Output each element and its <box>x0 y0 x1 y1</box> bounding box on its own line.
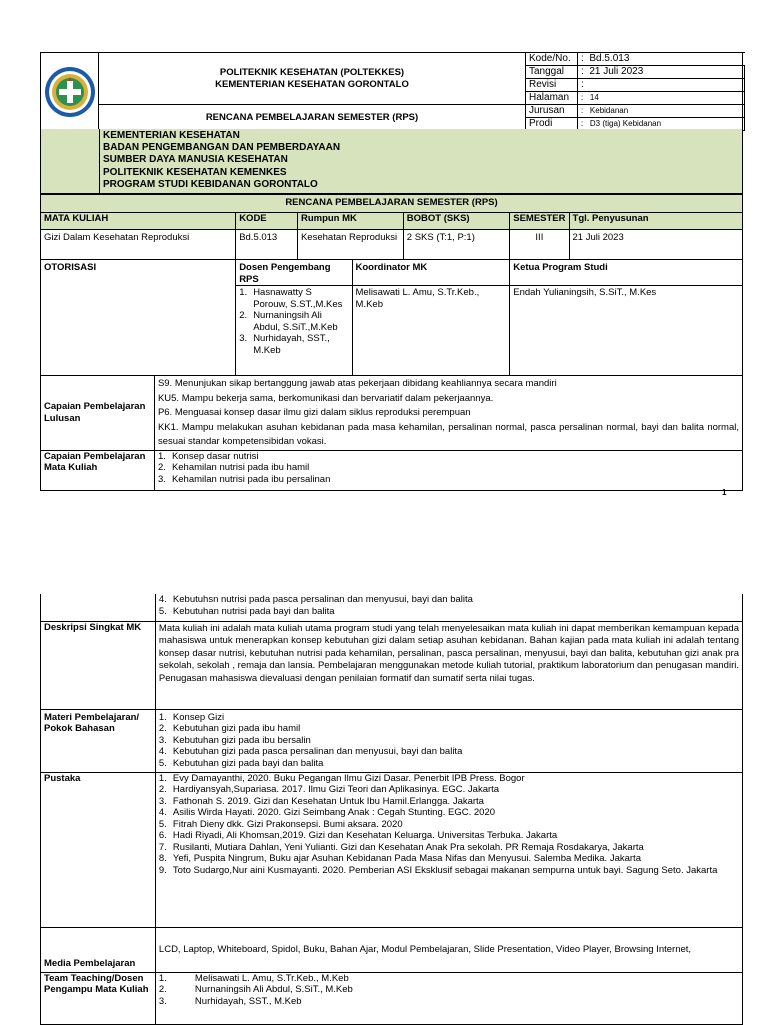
cpmk-label: Capaian Pembelajaran Mata Kuliah <box>41 450 155 490</box>
list-item: 7. Rusilanti, Mutiara Dahlan, Yeni Yulianti. Gizi dan Kesehatan Anak Pra sekolah. PR Remaja Rosdakarya, Jakarta <box>158 841 644 853</box>
koordinator-header: Koordinator MK <box>352 260 510 286</box>
list-item: 2. Hardiyansyah,Supariasa. 2017. Ilmu Gizi Teori dan Aplikasinya. EGC. Jakarta <box>158 784 500 795</box>
team-label: Team Teaching/Dosen Pengampu Mata Kuliah <box>41 972 156 1024</box>
list-item: 5. Fitrah Dieny dkk. Gizi Prakonsepsi. Bumi aksara. 2020 <box>158 818 403 830</box>
doc-title: RENCANA PEMBELAJARAN SEMESTER (RPS) <box>205 112 419 123</box>
list-item: 3. Nurhidayah, SST., M.Keb <box>239 333 330 356</box>
meta-label: Revisi <box>526 79 578 92</box>
cpmk-cont-label <box>41 594 156 621</box>
logo-cell <box>41 53 99 130</box>
dosen-header: Dosen Pengembang RPS <box>236 260 352 286</box>
org-line: KEMENTERIAN KESEHATAN <box>103 130 240 141</box>
cpl-item: KK1. Mampu melakukan asuhan kebidanan pada masa kehamilan, persalinan normal, pasca persalinan normal, bayi dan balita normal, sesuai standar kompetensibidan vokasi. <box>157 421 739 447</box>
pustaka-list <box>155 772 742 927</box>
list-item: 3. Kebutuhan gizi pada ibu bersalin <box>158 734 311 746</box>
course-date: 21 Juli 2023 <box>569 230 742 260</box>
meta-value: : Bd.5.013 <box>578 53 745 66</box>
materi-list <box>155 709 742 772</box>
list-item: 9. Toto Sudargo,Nur aini Kusmayanti. 2020. Pemberian ASI Eksklusif sebagai makanan sempurna untuk bayi. Sagung Seto. Jakarta <box>158 864 718 876</box>
list-item: 1. Melisawati L. Amu, S.Tr.Keb., M.Keb <box>158 972 349 984</box>
org-line: PROGRAM STUDI KEBIDANAN GORONTALO <box>103 178 318 190</box>
list-item: 4. Kebutuhsn nutrisi pada pasca persalinan dan menyusui, bayi dan balita <box>158 594 473 605</box>
meta-value: : 21 Juli 2023 <box>578 66 745 79</box>
course-rumpun: Kesehatan Reproduksi <box>297 230 403 260</box>
institution-title <box>99 67 525 90</box>
meta-label: Tanggal <box>526 66 578 79</box>
list-item: 4. Asilis Wirda Hayati. 2020. Gizi Seimbang Anak : Cegah Stunting. EGC. 2020 <box>158 807 496 818</box>
meta-row <box>526 53 745 66</box>
pustaka-label: Pustaka <box>41 772 156 927</box>
poltekkes-emblem-icon <box>43 65 97 119</box>
meta-row <box>526 92 745 105</box>
title-divider <box>99 104 525 105</box>
institution-line2: KEMENTERIAN KESEHATAN GORONTALO <box>215 78 409 90</box>
meta-label: Prodi <box>526 118 578 131</box>
rps-main-table <box>40 194 743 491</box>
list-item: 1. Konsep dasar nutrisi <box>157 450 259 462</box>
deskripsi-text: Mata kuliah ini adalah mata kuliah utama program studi yang telah menyelesaikan mata kuliah ini dapat memberikan kemampuan kepada mahasiswa untuk menerapkan konsep kebutuhan gizi dalam setiap asuhan kebidanan. Bahan kajian pada mata kuliah ini adalah tentang konsep dasar nutrisi, kebutuhan nutrisi pada kehamilan, persalinan, pasca persalinan, menyusui, bayi dan balita, kebutuhan gizi anak pra sekolah, sekolah , remaja dan lansia. Pembelajaran menggunakan metode kuliah tutorial, praktikum laboratorium dan penugasan mandiri. Penugasan mahasiswa dievaluasi dengan penilaian formatif dan sumatif serta nilai tugas. <box>155 621 742 709</box>
header-mata-kuliah: MATA KULIAH <box>41 213 155 230</box>
cpl-item: S9. Menunjukan sikap bertanggung jawab atas pekerjaan dibidang keahliannya secara mandiri <box>157 378 557 389</box>
list-item: 2. Nurnaningsih Ali Abdul, S.SiT., M.Keb <box>158 984 353 995</box>
header-semester: SEMESTER <box>510 213 569 230</box>
list-item: 5. Kebutuhan gizi pada bayi dan balita <box>158 757 324 769</box>
meta-value: : Kebidanan <box>578 105 745 118</box>
header-block <box>40 52 743 130</box>
header-rumpun: Rumpun MK <box>297 213 403 230</box>
header-kode: KODE <box>236 213 298 230</box>
media-text: LCD, Laptop, Whiteboard, Spidol, Buku, Bahan Ajar, Modul Pembelajaran, Slide Presentation, Video Player, Browsing Internet, <box>155 927 742 972</box>
list-item: 1. Konsep Gizi <box>158 711 225 723</box>
list-item: 4. Kebutuhan gizi pada pasca persalinan dan menyusui, bayi dan balita <box>158 746 463 757</box>
meta-value: : <box>578 79 745 92</box>
ketua-header: Ketua Program Studi <box>510 260 743 286</box>
org-line: SUMBER DAYA MANUSIA KESEHATAN <box>103 154 288 166</box>
course-bobot: 2 SKS (T:1, P:1) <box>403 230 509 260</box>
cpl-label: Capaian Pembelajaran Lulusan <box>41 376 155 451</box>
cpl-content <box>154 376 742 451</box>
team-list <box>155 972 742 1024</box>
list-item: 1. Hasnawatty S Porouw, S.ST.,M.Kes <box>239 287 343 310</box>
list-item: 5. Kebutuhan nutrisi pada bayi dan balita <box>158 605 335 617</box>
cpl-item: KU5. Mampu bekerja sama, berkomunikasi dan bervariatif dalam pekerjaannya. <box>157 392 494 404</box>
ketua-name: Endah Yulianingsih, S.SiT., M.Kes <box>510 286 743 376</box>
meta-row <box>526 79 745 92</box>
meta-row <box>526 105 745 118</box>
header-tgl: Tgl. Penyusunan <box>569 213 742 230</box>
koordinator-name: Melisawati L. Amu, S.Tr.Keb., M.Keb <box>352 286 510 376</box>
list-item: 3. Fathonah S. 2019. Gizi dan Kesehatan Untuk Ibu Hamil.Erlangga. Jakarta <box>158 795 484 807</box>
list-item: 3. Kehamilan nutrisi pada ibu persalinan <box>157 473 331 485</box>
course-semester: III <box>510 230 569 260</box>
org-line: POLITEKNIK KESEHATAN KEMENKES <box>103 166 287 178</box>
cpl-item: P6. Menguasai konsep dasar ilmu gizi dalam siklus reproduksi perempuan <box>157 407 471 418</box>
page-number: 1 <box>722 488 727 497</box>
org-line: BADAN PENGEMBANGAN DAN PEMBERDAYAAN <box>103 142 341 154</box>
otorisasi-label: OTORISASI <box>41 260 236 376</box>
cpmk-content <box>154 450 742 490</box>
header-bobot: BOBOT (SKS) <box>403 213 509 230</box>
list-item: 2. Nurnaningsih Ali Abdul, S.SiT.,M.Keb <box>239 310 338 333</box>
materi-label: Materi Pembelajaran/ Pokok Bahasan <box>41 709 156 772</box>
meta-value: : 14 <box>578 92 745 105</box>
rps-title: RENCANA PEMBELAJARAN SEMESTER (RPS) <box>41 195 743 213</box>
meta-label: Kode/No. <box>526 53 578 66</box>
meta-value: : D3 (tiga) Kebidanan <box>578 118 745 131</box>
org-block <box>40 129 743 194</box>
meta-label: Halaman <box>526 92 578 105</box>
list-item: 3. Nurhidayah, SST., M.Keb <box>158 995 302 1007</box>
dosen-list <box>236 286 352 376</box>
cpmk-cont-content <box>155 594 742 621</box>
list-item: 1. Evy Damayanthi, 2020. Buku Pegangan Ilmu Gizi Dasar. Penerbit IPB Press. Bogor <box>158 772 525 784</box>
course-name: Gizi Dalam Kesehatan Reproduksi <box>41 230 236 260</box>
list-item: 6. Hadi Riyadi, Ali Khomsan,2019. Gizi dan Kesehatan Keluarga. Universitas Terbuka. Jakarta <box>158 830 558 841</box>
course-code: Bd.5.013 <box>236 230 298 260</box>
list-item: 2. Kehamilan nutrisi pada ibu hamil <box>157 462 310 473</box>
rps-continued-table <box>40 594 743 1025</box>
meta-table <box>525 52 745 131</box>
media-label: Media Pembelajaran <box>41 927 156 972</box>
institution-line1: POLITEKNIK KESEHATAN (POLTEKKES) <box>219 67 405 78</box>
list-item: 2. Kebutuhan gizi pada ibu hamil <box>158 723 301 734</box>
meta-label: Jurusan <box>526 105 578 118</box>
meta-row <box>526 66 745 79</box>
deskripsi-label: Deskripsi Singkat MK <box>41 621 156 709</box>
list-item: 8. Yefi, Puspita Ningrum, Buku ajar Asuhan Kebidanan Pada Masa Nifas dan Menyusui. Salemba Medika. Jakarta <box>158 853 641 864</box>
